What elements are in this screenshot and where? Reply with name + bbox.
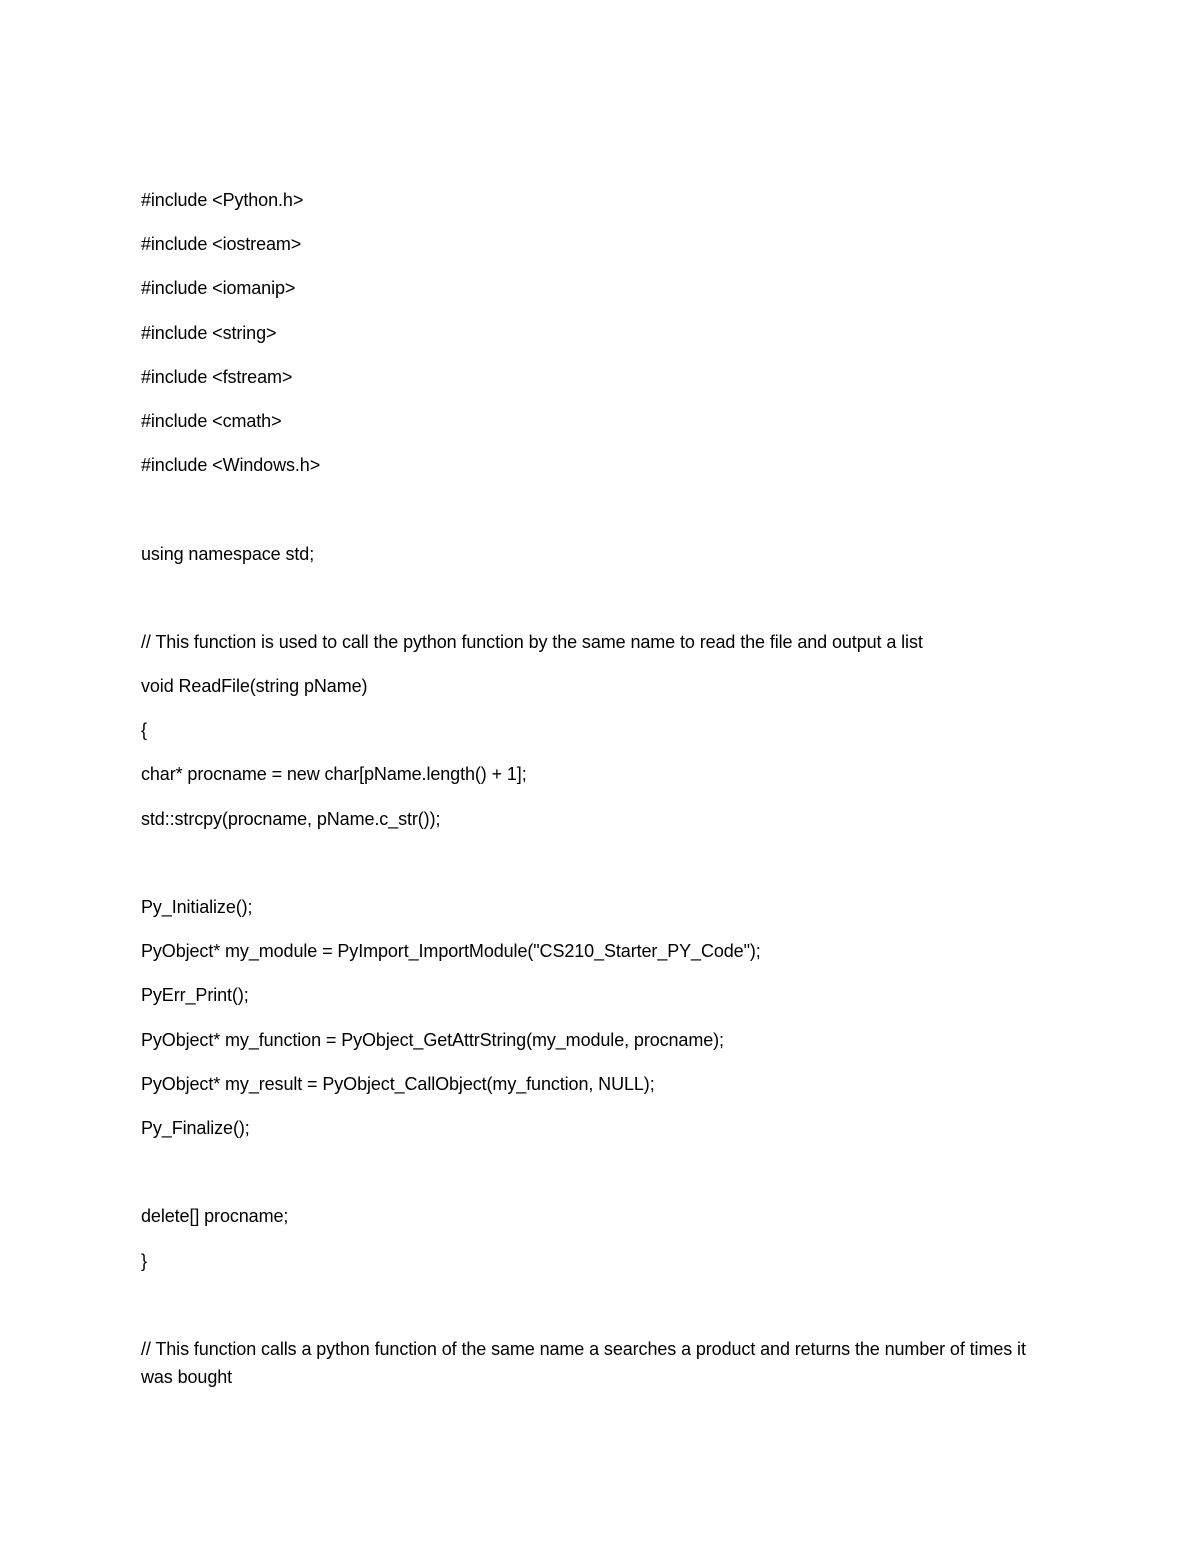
code-line: using namespace std; (141, 543, 315, 564)
code-line: PyObject* my_result = PyObject_CallObject(my_function, NULL); (141, 1073, 655, 1094)
code-line: void ReadFile(string pName) (141, 676, 368, 697)
code-line: #include <Windows.h> (141, 455, 321, 476)
code-line: Py_Initialize(); (141, 897, 253, 917)
code-line: #include <iostream> (141, 234, 302, 255)
code-line: Py_Finalize(); (141, 1117, 250, 1138)
blank-line (141, 1158, 1051, 1186)
comment-line: // This function calls a python function of the same name a searches a product and returns the number of times it was bought (141, 1338, 1026, 1387)
code-line: { (141, 720, 147, 741)
code-line: #include <cmath> (141, 410, 282, 431)
code-line: PyErr_Print(); (141, 985, 249, 1006)
blank-line (141, 584, 1051, 612)
code-line: std::strcpy(procname, pName.c_str()); (141, 808, 441, 829)
code-line: char* procname = new char[pName.length() + 1]; (141, 764, 527, 785)
code-line: #include <Python.h> (141, 190, 304, 210)
code-line: PyObject* my_module = PyImport_ImportModule("CS210_Starter_PY_Code"); (141, 941, 761, 962)
code-line: PyObject* my_function = PyObject_GetAttrString(my_module, procname); (141, 1029, 724, 1050)
code-line: #include <string> (141, 322, 277, 343)
blank-line (141, 495, 1051, 523)
code-block (141, 186, 1051, 1407)
code-line: #include <fstream> (141, 366, 293, 387)
blank-line (141, 849, 1051, 877)
comment-line: // This function is used to call the python function by the same name to read the file and output a list (141, 631, 923, 652)
code-line: #include <iomanip> (141, 278, 296, 299)
code-line: } (141, 1250, 147, 1271)
code-line: delete[] procname; (141, 1206, 289, 1227)
blank-line (141, 1291, 1051, 1319)
